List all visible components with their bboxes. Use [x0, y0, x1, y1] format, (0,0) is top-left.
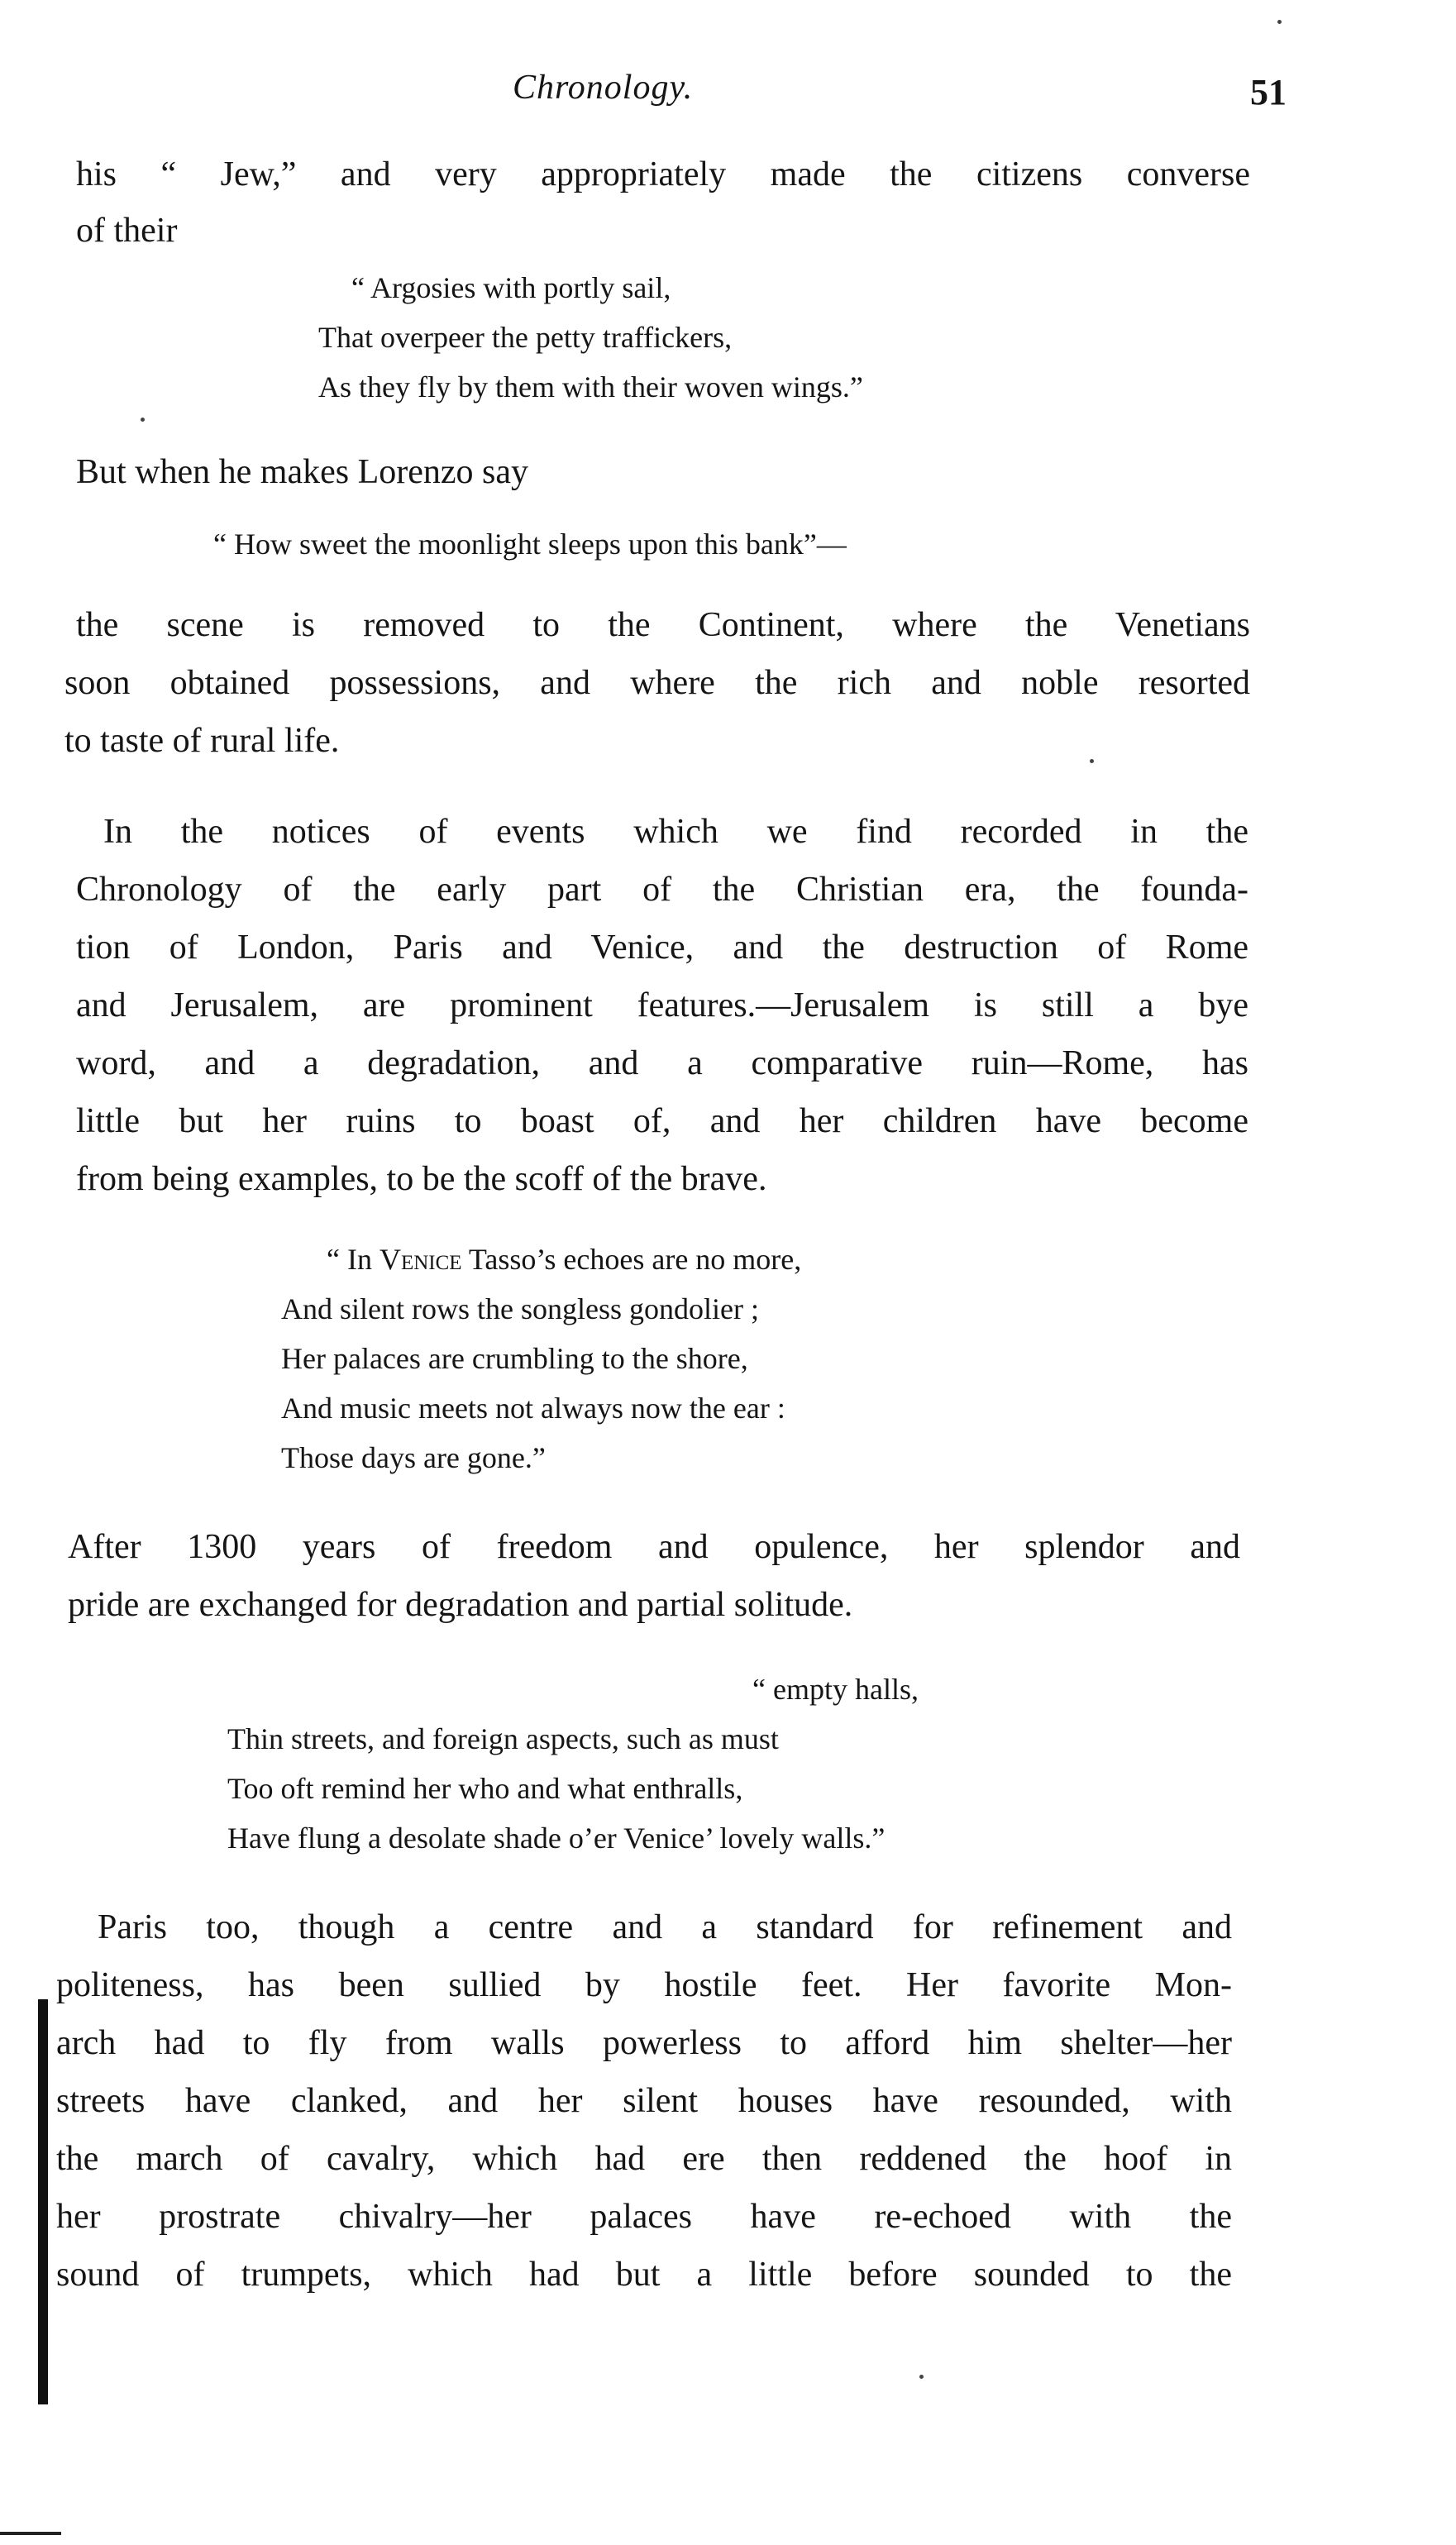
verse-line: And silent rows the songless gondolier ; — [281, 1292, 759, 1325]
ink-speck — [141, 418, 145, 422]
ink-speck — [1090, 759, 1094, 763]
verse-line: As they fly by them with their woven wings.” — [318, 370, 863, 403]
ink-speck — [919, 2375, 924, 2379]
verse-line: Those days are gone.” — [281, 1441, 546, 1474]
text-line: little but her ruins to boast of, and her children have become — [76, 1102, 1248, 1140]
verse-line: “ Argosies with portly sail, — [351, 271, 671, 304]
verse-open: “ In — [327, 1243, 380, 1276]
bottom-rule — [0, 2532, 61, 2535]
text-line: word, and a degradation, and a comparative ruin—Rome, has — [76, 1044, 1248, 1082]
venice-smallcaps: Venice — [379, 1243, 462, 1276]
verse-line: “ empty halls, — [752, 1673, 919, 1706]
text-line: his “ Jew,” and very appropriately made the citizens converse — [76, 155, 1250, 193]
verse-line — [327, 1244, 801, 1274]
verse-rest: Tasso’s echoes are no more, — [461, 1243, 802, 1276]
text-line: Chronology of the early part of the Christian era, the founda- — [76, 871, 1248, 909]
text-line: arch had to fly from walls powerless to afford him shelter—her — [56, 2024, 1232, 2062]
text-line: and Jerusalem, are prominent features.—Jerusalem is still a bye — [76, 986, 1248, 1024]
running-head: Chronology. — [513, 69, 694, 107]
verse-line: Thin streets, and foreign aspects, such as must — [227, 1722, 779, 1755]
text-line: In the notices of events which we find recorded in the — [103, 813, 1248, 851]
margin-bar — [38, 1999, 48, 2404]
text-line: But when he makes Lorenzo say — [76, 453, 529, 491]
text-line: from being examples, to be the scoff of the brave. — [76, 1160, 767, 1198]
text-line: the scene is removed to the Continent, where the Venetians — [76, 606, 1250, 644]
verse-line: Too oft remind her who and what enthralls, — [227, 1772, 743, 1805]
verse-line: That overpeer the petty traffickers, — [318, 321, 733, 354]
verse-line: Her palaces are crumbling to the shore, — [281, 1342, 748, 1375]
text-line: to taste of rural life. — [64, 722, 340, 760]
text-line: pride are exchanged for degradation and partial solitude. — [68, 1586, 853, 1624]
text-line: politeness, has been sullied by hostile feet. Her favorite Mon- — [56, 1966, 1232, 2004]
verse-line: And music meets not always now the ear : — [281, 1392, 785, 1425]
text-line: streets have clanked, and her silent houses have resounded, with — [56, 2082, 1232, 2120]
quote-line: “ How sweet the moonlight sleeps upon this bank”— — [213, 528, 847, 561]
text-line: her prostrate chivalry—her palaces have re-echoed with the — [56, 2198, 1232, 2236]
text-line: of their — [76, 212, 178, 250]
ink-speck — [1277, 20, 1282, 24]
page-number: 51 — [1250, 72, 1287, 112]
text-line: sound of trumpets, which had but a little before sounded to the — [56, 2256, 1232, 2294]
text-line: soon obtained possessions, and where the rich and noble resorted — [64, 664, 1250, 702]
verse-line: Have flung a desolate shade o’er Venice’ lovely walls.” — [227, 1822, 886, 1855]
text-line: After 1300 years of freedom and opulence, her splendor and — [68, 1528, 1240, 1566]
text-line: the march of cavalry, which had ere then reddened the hoof in — [56, 2140, 1232, 2178]
text-line: tion of London, Paris and Venice, and the destruction of Rome — [76, 929, 1248, 967]
text-line: Paris too, though a centre and a standard for refinement and — [98, 1908, 1232, 1946]
